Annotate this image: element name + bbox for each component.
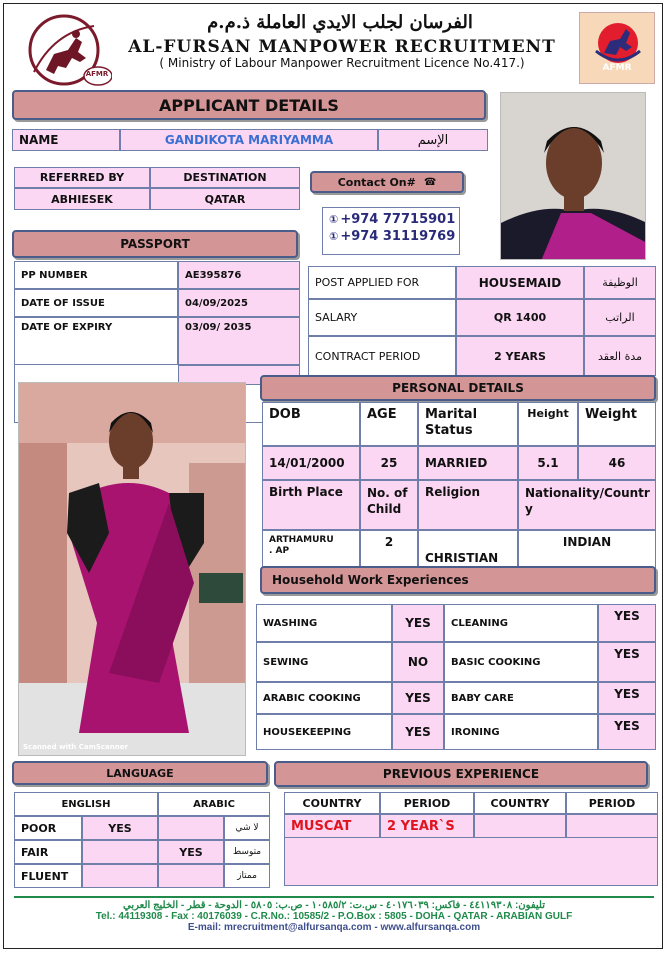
nationality-label: Nationality/Country [525,486,650,516]
scanner-watermark: Scanned with CamScanner [23,743,128,751]
language-title: LANGUAGE [12,761,268,785]
footer-email-web[interactable]: E-mail: mrecruitment@alfursanqa.com - www.alfursanqa.com [187,922,481,933]
skill-arabic-cooking-label: ARABIC COOKING [256,682,392,714]
personal-details-title: PERSONAL DETAILS [260,375,656,401]
name-label: NAME [12,129,120,151]
skill-washing-label: WASHING [256,604,392,642]
dob-value: 14/01/2000 [262,446,360,480]
language-english-header: ENGLISH [14,792,158,816]
marital-status-label: Marital Status [425,407,478,438]
footer-contact-english: Tel.: 44119308 - Fax : 40176039 - C.R.No.: 10585/2 - P.O.Box : 5805 - DOHA - QATAR - ARABIAN GULF [95,911,573,922]
no-of-child-header [360,480,418,530]
applicant-details-title: APPLICANT DETAILS [12,90,486,120]
post-applied-label: POST APPLIED FOR [308,266,456,299]
company-logo-right [579,12,655,84]
language-poor-arabic [158,816,224,840]
date-of-expiry-value: 03/09/ 2035 [178,317,300,365]
skill-housekeeping-value: YES [392,714,444,750]
language-fluent-arabic [158,864,224,888]
prev-period-header-2: PERIOD [566,792,658,814]
no-of-child-value: 2 [360,530,418,570]
skill-cleaning-label: CLEANING [444,604,598,642]
skill-cleaning-value: YES [598,604,656,642]
prev-period-header-1: PERIOD [380,792,474,814]
salary-label: SALARY [308,299,456,336]
application-form [3,3,663,949]
phone-icon: ① [329,213,339,226]
date-of-issue-value: 04/09/2025 [178,289,300,317]
footer-divider [14,896,654,898]
date-of-expiry-label: DATE OF EXPIRY [14,317,178,365]
phone-number-1[interactable]: +974 77715901 [340,212,456,227]
skill-ironing-value: YES [598,714,656,750]
age-header: AGE [360,402,418,446]
language-fair-label-arabic: متوسط [224,840,270,864]
post-applied-value: HOUSEMAID [456,266,584,299]
applicant-portrait-photo [500,92,646,260]
skill-basic-cooking-label: BASIC COOKING [444,642,598,682]
post-applied-label-arabic: الوظيفة [584,266,656,299]
phone-row [329,212,459,227]
skill-baby-care-value: YES [598,682,656,714]
birth-place-text: ARTHAMURU . AP [269,535,334,556]
language-fluent-label-arabic: ممتاز [224,864,270,888]
birth-place-header: Birth Place [262,480,360,530]
skill-housekeeping-label: HOUSEKEEPING [256,714,392,750]
contact-title [310,171,464,193]
weight-header: Weight [578,402,656,446]
date-of-issue-label: DATE OF ISSUE [14,289,178,317]
phone-list [322,207,460,255]
prev-country-value-2 [474,814,566,838]
marital-status-header [418,402,518,446]
referred-by-label: REFERRED BY [14,167,150,188]
religion-value: CHRISTIAN [418,530,518,570]
age-value: 25 [360,446,418,480]
pp-number-label: PP NUMBER [14,261,178,289]
logo-badge-left: AFMR [85,70,109,78]
language-fair-arabic: YES [158,840,224,864]
language-fluent-english [82,864,158,888]
contract-period-value: 2 YEARS [456,336,584,376]
language-poor-label-arabic: لا شي [224,816,270,840]
no-of-child-label: No. of Child [367,486,408,516]
name-value: GANDIKOTA MARIYAMMA [120,129,378,151]
prev-country-value-1: MUSCAT [284,814,380,838]
skill-arabic-cooking-value: YES [392,682,444,714]
passport-title: PASSPORT [12,230,298,258]
contact-label: Contact On# [337,175,416,189]
nationality-value: INDIAN [518,530,656,570]
birth-place-value [262,530,360,570]
weight-value: 46 [578,446,656,480]
prev-country-header-1: COUNTRY [284,792,380,814]
nationality-header [518,480,656,530]
prev-country-header-2: COUNTRY [474,792,566,814]
previous-experience-title: PREVIOUS EXPERIENCE [274,761,648,787]
language-fair-english [82,840,158,864]
skill-baby-care-label: BABY CARE [444,682,598,714]
phone-row [329,229,459,244]
household-title [260,566,656,594]
skill-basic-cooking-value: YES [598,642,656,682]
salary-value: QR 1400 [456,299,584,336]
company-name-english: AL-FURSAN MANPOWER RECRUITMENT [128,37,556,57]
logo-badge-right: AFMR [602,63,632,73]
skill-sewing-label: SEWING [256,642,392,682]
phone-icon: ① [329,230,339,243]
phone-number-2[interactable]: +974 31119769 [340,229,456,244]
language-fair-label: FAIR [14,840,82,864]
height-header: Height [518,402,578,446]
skill-sewing-value: NO [392,642,444,682]
prev-period-value-2 [566,814,658,838]
religion-header: Religion [418,480,518,530]
salary-label-arabic: الراتب [584,299,656,336]
language-poor-english: YES [82,816,158,840]
pp-number-value: AE395876 [178,261,300,289]
dob-header: DOB [262,402,360,446]
household-title-text: Household Work Experiences [272,573,469,587]
prev-period-value-1: 2 YEAR`S [380,814,474,838]
company-name-arabic: الفرسان لجلب الايدي العاملة ذ.م.م [207,12,473,33]
referred-by-value: ABHIESEK [14,188,150,210]
skill-ironing-label: IRONING [444,714,598,750]
phone-icon: ☎ [423,176,437,188]
applicant-full-photo [18,382,246,756]
contract-period-label-arabic: مدة العقد [584,336,656,376]
skill-washing-value: YES [392,604,444,642]
name-label-arabic: الإسم [378,129,488,151]
footer-contact-arabic: تليفون: ٤٤١١٩٣٠٨ - فاكس: ٤٠١٧٦٠٣٩ - س.ت: ١٠٥٨٥/٢ - ص.ب: ٥٨٠٥ - الدوحة - قطر - الخليج العربي [123,900,545,911]
horse-rider-logo-icon [580,13,656,85]
language-poor-label: POOR [14,816,82,840]
licence-subtitle: ( Ministry of Labour Manpower Recruitment Licence No.417.) [159,56,525,70]
marital-status-value: MARRIED [418,446,518,480]
destination-value: QATAR [150,188,300,210]
language-arabic-header: ARABIC [158,792,270,816]
height-value: 5.1 [518,446,578,480]
destination-label: DESTINATION [150,167,300,188]
contract-period-label: CONTRACT PERIOD [308,336,456,376]
language-fluent-label: FLUENT [14,864,82,888]
